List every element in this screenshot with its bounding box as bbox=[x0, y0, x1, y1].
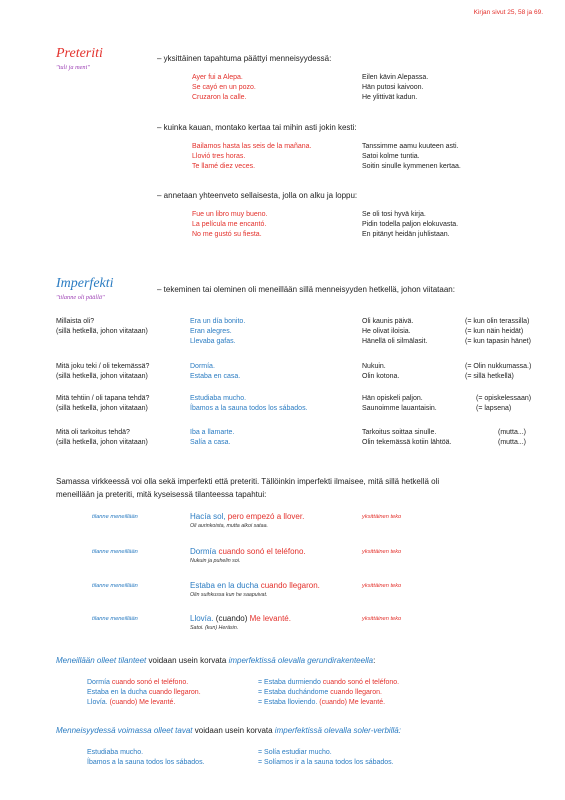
label-ongoing-1: tilanne meneillään bbox=[92, 514, 138, 520]
combined-translation-1: Oli aurinkoista, mutta alkoi sataa. bbox=[190, 523, 269, 529]
preteriti-heading-1: – yksittäinen tapahtuma päättyi menneisyydessä: bbox=[157, 54, 332, 63]
imperfekti-fi-3: Hän opiskeli paljon. Saunoimme lauantaisin. bbox=[362, 395, 437, 413]
combined-sentence-1: Hacía sol, pero empezó a llover. bbox=[190, 512, 305, 521]
combined-sentence-4: Llovía. (cuando) Me levanté. bbox=[190, 614, 291, 623]
preteriti-subtitle: "tuli ja meni" bbox=[56, 64, 90, 71]
preteriti-es-1: Ayer fui a Alepa. Se cayó en un pozo. Cruzaron la calle. bbox=[192, 74, 256, 102]
imperfekti-question-4: Mitä oli tarkoitus tehdä? (sillä hetkellä, johon viitataan) bbox=[56, 429, 148, 447]
imperfekti-note-3: (= opiskelessaan) (= lapsena) bbox=[476, 395, 532, 413]
gerund-heading: Meneillään olleet tilanteet voidaan usein korvata imperfektissä olevalla gerundirakenteella: bbox=[56, 656, 376, 665]
combined-intro: Samassa virkkeessä voi olla sekä imperfekti että preteriti. Tällöinkin imperfekti ilmaisee, mitä sillä hetkellä oli meneillään ja preteriti, mitä kyseisessä tilanteessa tapahtui: bbox=[56, 477, 440, 499]
combined-translation-3: Olin suihkussa kun he saapuivat. bbox=[190, 592, 268, 598]
imperfekti-es-2: Dormía. Estaba en casa. bbox=[190, 363, 241, 381]
imperfekti-subtitle: "tilanne oli päällä" bbox=[56, 294, 105, 301]
preteriti-fi-3: Se oli tosi hyvä kirja. Pidin todella paljon elokuvasta. En pitänyt heidän juhlistaan. bbox=[362, 211, 459, 239]
imperfekti-es-3: Estudiaba mucho. Íbamos a la sauna todos los sábados. bbox=[190, 395, 308, 413]
imperfekti-note-1: (= kun olin terassilla) (= kun näin heidät) (= kun tapasin hänet) bbox=[465, 318, 531, 346]
label-single-1: yksittäinen teko bbox=[362, 514, 402, 520]
imperfekti-question-2: Mitä joku teki / oli tekemässä? (sillä hetkellä, johon viitataan) bbox=[56, 363, 150, 381]
gerund-right-examples: = Estaba durmiendo cuando sonó el teléfono. = Estaba duchándome cuando llegaron. = Estaba lloviendo. (cuando) Me levanté. bbox=[258, 679, 400, 707]
preteriti-heading-2: – kuinka kauan, montako kertaa tai mihin asti jokin kesti: bbox=[157, 123, 357, 132]
imperfekti-es-1: Era un día bonito. Eran alegres. Llevaba gafas. bbox=[190, 318, 246, 346]
label-ongoing-4: tilanne meneillään bbox=[92, 616, 138, 622]
page-reference: Kirjan sivut 25, 58 ja 69. bbox=[473, 9, 543, 16]
imperfekti-question-3: Mitä tehtiin / oli tapana tehdä? (sillä hetkellä, johon viitataan) bbox=[56, 395, 150, 413]
preteriti-fi-2: Tanssimme aamu kuuteen asti. Satoi kolme tuntia. Soitin sinulle kymmenen kertaa. bbox=[362, 143, 461, 171]
imperfekti-es-4: Iba a llamarte. Salía a casa. bbox=[190, 429, 235, 447]
soler-heading: Menneisyydessä voimassa olleet tavat voidaan usein korvata imperfektissä olevalla soler-verbillä: bbox=[56, 726, 401, 735]
imperfekti-question-1: Millaista oli? (sillä hetkellä, johon viitataan) bbox=[56, 318, 148, 336]
preteriti-fi-1: Eilen kävin Alepassa. Hän putosi kaivoon. He ylittivät kadun. bbox=[362, 74, 429, 102]
imperfekti-fi-2: Nukuin. Olin kotona. bbox=[362, 363, 400, 381]
imperfekti-title: Imperfekti bbox=[56, 276, 114, 291]
imperfekti-note-4: (mutta...) (mutta...) bbox=[498, 429, 527, 447]
soler-left-examples: Estudiaba mucho. Íbamos a la sauna todos los sábados. bbox=[87, 749, 205, 767]
combined-sentence-3: Estaba en la ducha cuando llegaron. bbox=[190, 581, 320, 590]
imperfekti-note-2: (= Olin nukkumassa.) (= sillä hetkellä) bbox=[465, 363, 532, 381]
preteriti-es-3: Fue un libro muy bueno. La película me encantó. No me gustó su fiesta. bbox=[192, 211, 268, 239]
label-ongoing-2: tilanne meneillään bbox=[92, 549, 138, 555]
label-ongoing-3: tilanne meneillään bbox=[92, 583, 138, 589]
preteriti-heading-3: – annetaan yhteenveto sellaisesta, jolla on alku ja loppu: bbox=[157, 191, 358, 200]
imperfekti-fi-4: Tarkoitus soittaa sinulle. Olin tekemässä kotiin lähtöä. bbox=[362, 429, 452, 447]
combined-translation-4: Satoi. (kun) Heräsin. bbox=[190, 625, 239, 631]
label-single-3: yksittäinen teko bbox=[362, 583, 402, 589]
preteriti-title: Preteriti bbox=[56, 46, 103, 61]
soler-right-examples: = Solía estudiar mucho. = Solíamos ir a la sauna todos los sábados. bbox=[258, 749, 394, 767]
combined-translation-2: Nukuin ja puhelin soi. bbox=[190, 558, 241, 564]
imperfekti-heading: – tekeminen tai oleminen oli meneillään sillä menneisyyden hetkellä, johon viitataan: bbox=[157, 285, 455, 294]
label-single-4: yksittäinen teko bbox=[362, 616, 402, 622]
imperfekti-fi-1: Oli kaunis päivä. He olivat iloisia. Hänellä oli silmälasit. bbox=[362, 318, 428, 346]
label-single-2: yksittäinen teko bbox=[362, 549, 402, 555]
gerund-left-examples: Dormía cuando sonó el teléfono. Estaba en la ducha cuando llegaron. Llovía. (cuando) Me levanté. bbox=[87, 679, 201, 707]
combined-sentence-2: Dormía cuando sonó el teléfono. bbox=[190, 547, 306, 556]
preteriti-es-2: Bailamos hasta las seis de la mañana. Llovió tres horas. Te llamé diez veces. bbox=[192, 143, 312, 171]
